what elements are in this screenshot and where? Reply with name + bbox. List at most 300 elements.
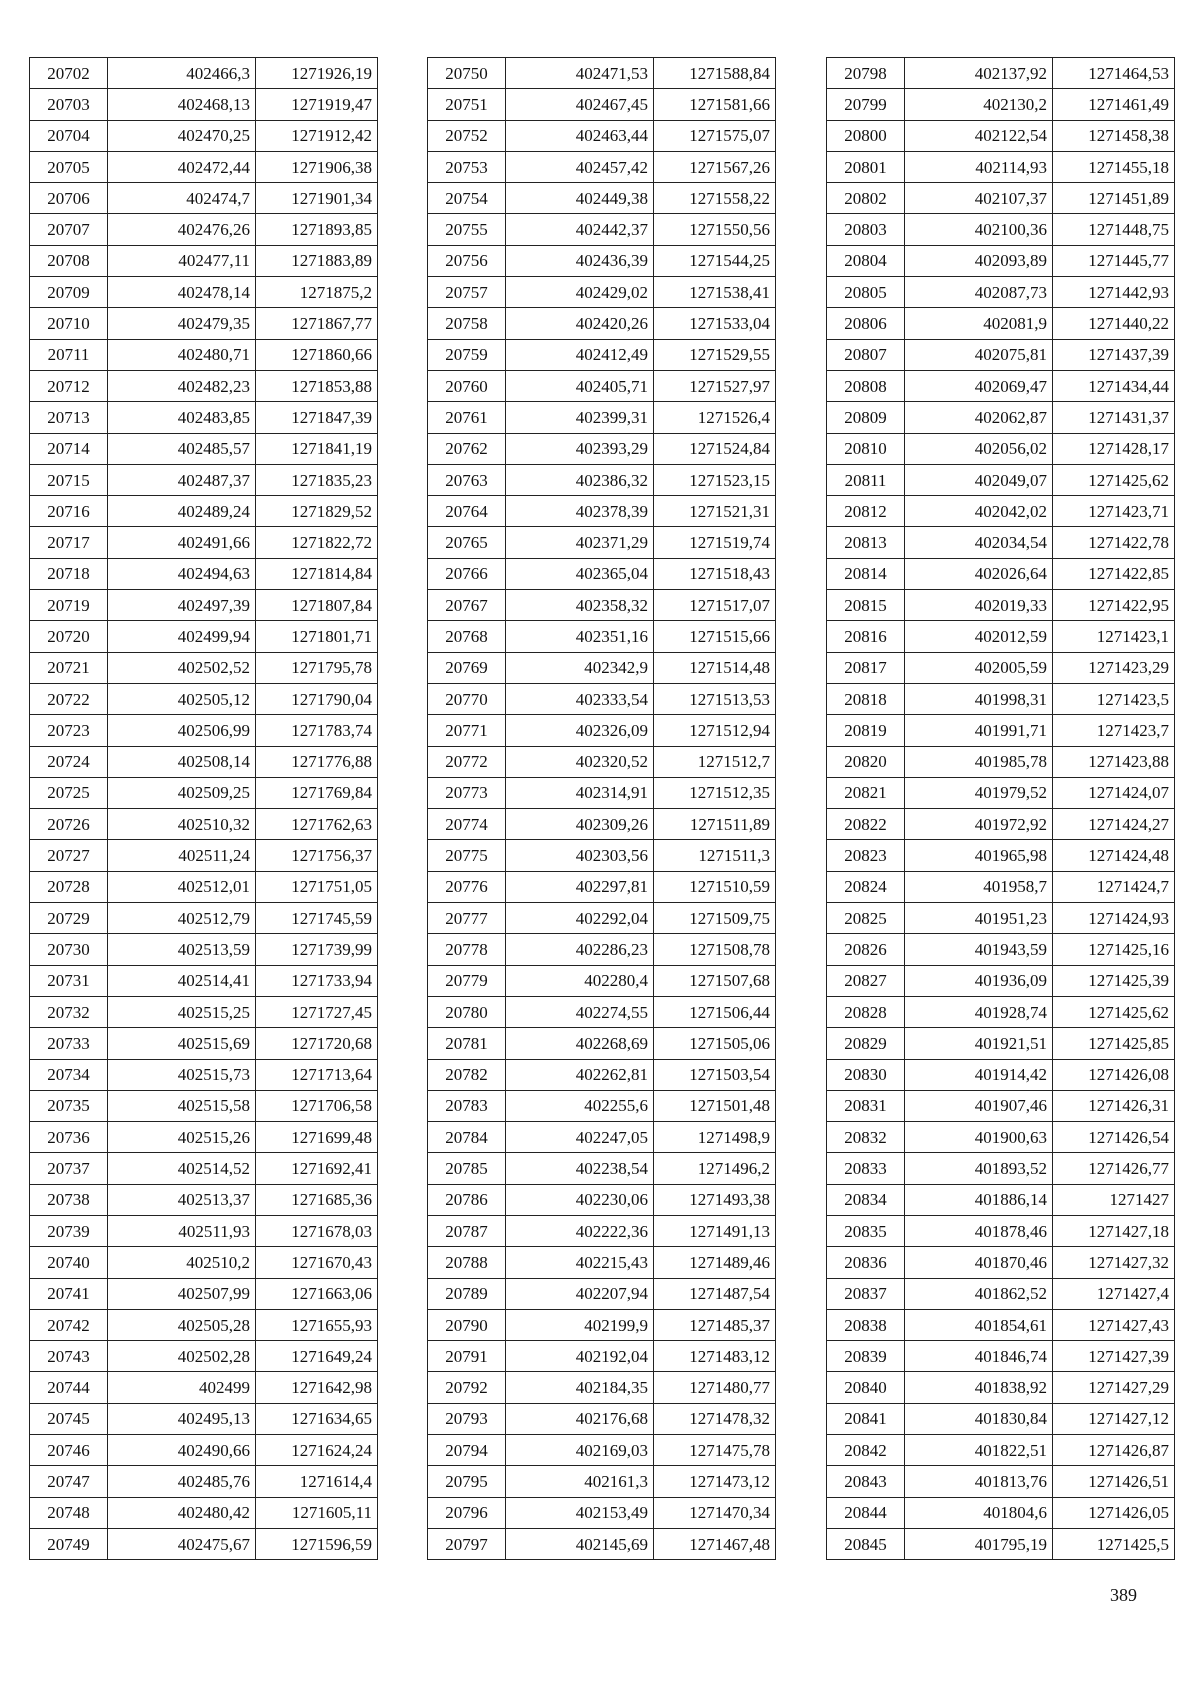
table-row [428, 183, 776, 214]
x-coordinate-cell: 401921,51 [905, 1028, 1053, 1059]
x-coordinate-cell: 402114,93 [905, 151, 1053, 182]
y-coordinate-cell: 1271655,93 [256, 1309, 378, 1340]
point-number-cell: 20787 [428, 1215, 506, 1246]
y-coordinate-cell: 1271428,17 [1053, 433, 1175, 464]
point-number-cell: 20751 [428, 89, 506, 120]
y-coordinate-cell: 1271527,97 [654, 370, 776, 401]
table-body [428, 58, 776, 1560]
x-coordinate-cell: 402238,54 [506, 1153, 654, 1184]
point-number-cell: 20803 [827, 214, 905, 245]
x-coordinate-cell: 402309,26 [506, 809, 654, 840]
x-coordinate-cell: 402130,2 [905, 89, 1053, 120]
table-row [428, 715, 776, 746]
x-coordinate-cell: 402480,42 [108, 1497, 256, 1528]
y-coordinate-cell: 1271423,1 [1053, 621, 1175, 652]
point-number-cell: 20832 [827, 1122, 905, 1153]
point-number-cell: 20738 [30, 1184, 108, 1215]
point-number-cell: 20722 [30, 683, 108, 714]
table-row [428, 652, 776, 683]
point-number-cell: 20714 [30, 433, 108, 464]
table-row [827, 652, 1175, 683]
y-coordinate-cell: 1271503,54 [654, 1059, 776, 1090]
point-number-cell: 20737 [30, 1153, 108, 1184]
y-coordinate-cell: 1271424,93 [1053, 903, 1175, 934]
table-row [30, 871, 378, 902]
x-coordinate-cell: 402292,04 [506, 903, 654, 934]
x-coordinate-cell: 402485,57 [108, 433, 256, 464]
table-row [827, 1372, 1175, 1403]
x-coordinate-cell: 402314,91 [506, 777, 654, 808]
point-number-cell: 20773 [428, 777, 506, 808]
table-row [30, 1528, 378, 1559]
point-number-cell: 20712 [30, 370, 108, 401]
x-coordinate-cell: 402476,26 [108, 214, 256, 245]
table-row [30, 527, 378, 558]
point-number-cell: 20844 [827, 1497, 905, 1528]
point-number-cell: 20754 [428, 183, 506, 214]
table-row [428, 1341, 776, 1372]
table-row [428, 1153, 776, 1184]
point-number-cell: 20736 [30, 1122, 108, 1153]
x-coordinate-cell: 401795,19 [905, 1528, 1053, 1559]
y-coordinate-cell: 1271822,72 [256, 527, 378, 558]
y-coordinate-cell: 1271427,18 [1053, 1215, 1175, 1246]
table-row [30, 715, 378, 746]
point-number-cell: 20815 [827, 590, 905, 621]
table-row [827, 746, 1175, 777]
table-row [30, 120, 378, 151]
point-number-cell: 20819 [827, 715, 905, 746]
y-coordinate-cell: 1271713,64 [256, 1059, 378, 1090]
table-row [827, 120, 1175, 151]
table-row [428, 683, 776, 714]
point-number-cell: 20731 [30, 965, 108, 996]
y-coordinate-cell: 1271841,19 [256, 433, 378, 464]
x-coordinate-cell: 401936,09 [905, 965, 1053, 996]
point-number-cell: 20734 [30, 1059, 108, 1090]
table-row [428, 89, 776, 120]
point-number-cell: 20817 [827, 652, 905, 683]
point-number-cell: 20816 [827, 621, 905, 652]
table-row [30, 1466, 378, 1497]
point-number-cell: 20723 [30, 715, 108, 746]
point-number-cell: 20818 [827, 683, 905, 714]
x-coordinate-cell: 402137,92 [905, 58, 1053, 89]
y-coordinate-cell: 1271515,66 [654, 621, 776, 652]
point-number-cell: 20798 [827, 58, 905, 89]
x-coordinate-cell: 402482,23 [108, 370, 256, 401]
point-number-cell: 20719 [30, 590, 108, 621]
x-coordinate-cell: 402449,38 [506, 183, 654, 214]
y-coordinate-cell: 1271901,34 [256, 183, 378, 214]
point-number-cell: 20713 [30, 402, 108, 433]
y-coordinate-cell: 1271512,94 [654, 715, 776, 746]
table-row [428, 120, 776, 151]
table-row [428, 433, 776, 464]
point-number-cell: 20770 [428, 683, 506, 714]
table-row [30, 1122, 378, 1153]
table-row [827, 277, 1175, 308]
point-number-cell: 20843 [827, 1466, 905, 1497]
x-coordinate-cell: 402062,87 [905, 402, 1053, 433]
y-coordinate-cell: 1271529,55 [654, 339, 776, 370]
x-coordinate-cell: 402505,28 [108, 1309, 256, 1340]
table-row [827, 871, 1175, 902]
y-coordinate-cell: 1271448,75 [1053, 214, 1175, 245]
table-row [827, 1122, 1175, 1153]
point-number-cell: 20827 [827, 965, 905, 996]
table-row [428, 809, 776, 840]
table-row [827, 996, 1175, 1027]
x-coordinate-cell: 402153,49 [506, 1497, 654, 1528]
table-row [827, 558, 1175, 589]
x-coordinate-cell: 401979,52 [905, 777, 1053, 808]
y-coordinate-cell: 1271424,48 [1053, 840, 1175, 871]
y-coordinate-cell: 1271875,2 [256, 277, 378, 308]
x-coordinate-cell: 402320,52 [506, 746, 654, 777]
point-number-cell: 20763 [428, 464, 506, 495]
table-row [30, 89, 378, 120]
y-coordinate-cell: 1271790,04 [256, 683, 378, 714]
point-number-cell: 20821 [827, 777, 905, 808]
y-coordinate-cell: 1271425,62 [1053, 996, 1175, 1027]
y-coordinate-cell: 1271427,39 [1053, 1341, 1175, 1372]
table-row [428, 965, 776, 996]
y-coordinate-cell: 1271437,39 [1053, 339, 1175, 370]
table-row [30, 496, 378, 527]
y-coordinate-cell: 1271423,7 [1053, 715, 1175, 746]
point-number-cell: 20757 [428, 277, 506, 308]
table-row [428, 1435, 776, 1466]
point-number-cell: 20766 [428, 558, 506, 589]
x-coordinate-cell: 402515,69 [108, 1028, 256, 1059]
coordinate-table-2 [427, 57, 776, 1560]
y-coordinate-cell: 1271533,04 [654, 308, 776, 339]
y-coordinate-cell: 1271424,7 [1053, 871, 1175, 902]
x-coordinate-cell: 402087,73 [905, 277, 1053, 308]
table-row [827, 903, 1175, 934]
x-coordinate-cell: 402475,67 [108, 1528, 256, 1559]
point-number-cell: 20718 [30, 558, 108, 589]
point-number-cell: 20749 [30, 1528, 108, 1559]
x-coordinate-cell: 402502,28 [108, 1341, 256, 1372]
y-coordinate-cell: 1271427,4 [1053, 1278, 1175, 1309]
table-row [827, 809, 1175, 840]
x-coordinate-cell: 402470,25 [108, 120, 256, 151]
point-number-cell: 20707 [30, 214, 108, 245]
y-coordinate-cell: 1271423,5 [1053, 683, 1175, 714]
table-row [827, 777, 1175, 808]
point-number-cell: 20823 [827, 840, 905, 871]
y-coordinate-cell: 1271893,85 [256, 214, 378, 245]
y-coordinate-cell: 1271692,41 [256, 1153, 378, 1184]
point-number-cell: 20742 [30, 1309, 108, 1340]
y-coordinate-cell: 1271524,84 [654, 433, 776, 464]
table-row [30, 621, 378, 652]
x-coordinate-cell: 402478,14 [108, 277, 256, 308]
x-coordinate-cell: 402495,13 [108, 1403, 256, 1434]
point-number-cell: 20720 [30, 621, 108, 652]
x-coordinate-cell: 402386,32 [506, 464, 654, 495]
table-row [827, 1247, 1175, 1278]
y-coordinate-cell: 1271514,48 [654, 652, 776, 683]
table-row [30, 402, 378, 433]
table-row [428, 558, 776, 589]
y-coordinate-cell: 1271425,16 [1053, 934, 1175, 965]
point-number-cell: 20771 [428, 715, 506, 746]
table-row [428, 1372, 776, 1403]
point-number-cell: 20752 [428, 120, 506, 151]
x-coordinate-cell: 402487,37 [108, 464, 256, 495]
table-row [428, 151, 776, 182]
table-row [30, 1497, 378, 1528]
table-row [428, 1528, 776, 1559]
table-row [827, 1466, 1175, 1497]
y-coordinate-cell: 1271470,34 [654, 1497, 776, 1528]
y-coordinate-cell: 1271507,68 [654, 965, 776, 996]
point-number-cell: 20826 [827, 934, 905, 965]
y-coordinate-cell: 1271801,71 [256, 621, 378, 652]
table-row [827, 1278, 1175, 1309]
table-row [428, 1466, 776, 1497]
x-coordinate-cell: 401893,52 [905, 1153, 1053, 1184]
coordinate-table-1 [29, 57, 378, 1560]
point-number-cell: 20797 [428, 1528, 506, 1559]
x-coordinate-cell: 402510,32 [108, 809, 256, 840]
table-row [30, 370, 378, 401]
x-coordinate-cell: 402026,64 [905, 558, 1053, 589]
y-coordinate-cell: 1271642,98 [256, 1372, 378, 1403]
x-coordinate-cell: 402222,36 [506, 1215, 654, 1246]
y-coordinate-cell: 1271455,18 [1053, 151, 1175, 182]
y-coordinate-cell: 1271670,43 [256, 1247, 378, 1278]
y-coordinate-cell: 1271588,84 [654, 58, 776, 89]
point-number-cell: 20808 [827, 370, 905, 401]
table-row [827, 1059, 1175, 1090]
y-coordinate-cell: 1271458,38 [1053, 120, 1175, 151]
point-number-cell: 20801 [827, 151, 905, 182]
x-coordinate-cell: 401965,98 [905, 840, 1053, 871]
point-number-cell: 20725 [30, 777, 108, 808]
y-coordinate-cell: 1271678,03 [256, 1215, 378, 1246]
y-coordinate-cell: 1271733,94 [256, 965, 378, 996]
x-coordinate-cell: 402471,53 [506, 58, 654, 89]
y-coordinate-cell: 1271473,12 [654, 1466, 776, 1497]
table-row [30, 214, 378, 245]
table-row [30, 1309, 378, 1340]
point-number-cell: 20828 [827, 996, 905, 1027]
x-coordinate-cell: 402019,33 [905, 590, 1053, 621]
table-row [428, 746, 776, 777]
table-row [30, 339, 378, 370]
point-number-cell: 20760 [428, 370, 506, 401]
table-row [428, 903, 776, 934]
y-coordinate-cell: 1271512,7 [654, 746, 776, 777]
table-row [428, 245, 776, 276]
x-coordinate-cell: 402505,12 [108, 683, 256, 714]
point-number-cell: 20810 [827, 433, 905, 464]
table-row [827, 89, 1175, 120]
y-coordinate-cell: 1271783,74 [256, 715, 378, 746]
x-coordinate-cell: 402429,02 [506, 277, 654, 308]
x-coordinate-cell: 402502,52 [108, 652, 256, 683]
point-number-cell: 20802 [827, 183, 905, 214]
table-row [827, 1403, 1175, 1434]
y-coordinate-cell: 1271776,88 [256, 746, 378, 777]
table-row [428, 1090, 776, 1121]
x-coordinate-cell: 402490,66 [108, 1435, 256, 1466]
table-row [428, 214, 776, 245]
point-number-cell: 20772 [428, 746, 506, 777]
y-coordinate-cell: 1271519,74 [654, 527, 776, 558]
y-coordinate-cell: 1271745,59 [256, 903, 378, 934]
y-coordinate-cell: 1271491,13 [654, 1215, 776, 1246]
table-row [428, 1278, 776, 1309]
point-number-cell: 20820 [827, 746, 905, 777]
y-coordinate-cell: 1271581,66 [654, 89, 776, 120]
y-coordinate-cell: 1271769,84 [256, 777, 378, 808]
y-coordinate-cell: 1271605,11 [256, 1497, 378, 1528]
x-coordinate-cell: 402497,39 [108, 590, 256, 621]
table-row [30, 1341, 378, 1372]
table-row [827, 183, 1175, 214]
x-coordinate-cell: 402358,32 [506, 590, 654, 621]
x-coordinate-cell: 402042,02 [905, 496, 1053, 527]
point-number-cell: 20721 [30, 652, 108, 683]
table-body [827, 58, 1175, 1560]
y-coordinate-cell: 1271510,59 [654, 871, 776, 902]
point-number-cell: 20804 [827, 245, 905, 276]
x-coordinate-cell: 401985,78 [905, 746, 1053, 777]
point-number-cell: 20755 [428, 214, 506, 245]
point-number-cell: 20726 [30, 809, 108, 840]
x-coordinate-cell: 402161,3 [506, 1466, 654, 1497]
y-coordinate-cell: 1271425,5 [1053, 1528, 1175, 1559]
table-row [428, 934, 776, 965]
x-coordinate-cell: 402274,55 [506, 996, 654, 1027]
y-coordinate-cell: 1271511,89 [654, 809, 776, 840]
table-row [827, 1341, 1175, 1372]
table-row [428, 1215, 776, 1246]
x-coordinate-cell: 402399,31 [506, 402, 654, 433]
x-coordinate-cell: 402511,24 [108, 840, 256, 871]
y-coordinate-cell: 1271422,95 [1053, 590, 1175, 621]
table-row [30, 1278, 378, 1309]
x-coordinate-cell: 402297,81 [506, 871, 654, 902]
point-number-cell: 20703 [30, 89, 108, 120]
table-row [428, 1028, 776, 1059]
table-row [428, 1059, 776, 1090]
y-coordinate-cell: 1271649,24 [256, 1341, 378, 1372]
x-coordinate-cell: 402512,79 [108, 903, 256, 934]
y-coordinate-cell: 1271814,84 [256, 558, 378, 589]
y-coordinate-cell: 1271883,89 [256, 245, 378, 276]
table-row [827, 245, 1175, 276]
table-row [30, 1028, 378, 1059]
table-row [30, 1435, 378, 1466]
x-coordinate-cell: 402247,05 [506, 1122, 654, 1153]
x-coordinate-cell: 402420,26 [506, 308, 654, 339]
x-coordinate-cell: 402378,39 [506, 496, 654, 527]
point-number-cell: 20840 [827, 1372, 905, 1403]
x-coordinate-cell: 401928,74 [905, 996, 1053, 1027]
x-coordinate-cell: 401846,74 [905, 1341, 1053, 1372]
page-number: 389 [1110, 1585, 1137, 1605]
table-row [30, 1184, 378, 1215]
y-coordinate-cell: 1271431,37 [1053, 402, 1175, 433]
y-coordinate-cell: 1271422,78 [1053, 527, 1175, 558]
x-coordinate-cell: 402479,35 [108, 308, 256, 339]
point-number-cell: 20753 [428, 151, 506, 182]
table-row [428, 1497, 776, 1528]
y-coordinate-cell: 1271751,05 [256, 871, 378, 902]
point-number-cell: 20706 [30, 183, 108, 214]
y-coordinate-cell: 1271423,71 [1053, 496, 1175, 527]
y-coordinate-cell: 1271426,51 [1053, 1466, 1175, 1497]
y-coordinate-cell: 1271756,37 [256, 840, 378, 871]
x-coordinate-cell: 401813,76 [905, 1466, 1053, 1497]
x-coordinate-cell: 401854,61 [905, 1309, 1053, 1340]
y-coordinate-cell: 1271483,12 [654, 1341, 776, 1372]
table-row [827, 1184, 1175, 1215]
table-row [30, 151, 378, 182]
point-number-cell: 20775 [428, 840, 506, 871]
y-coordinate-cell: 1271663,06 [256, 1278, 378, 1309]
table-row [827, 683, 1175, 714]
point-number-cell: 20761 [428, 402, 506, 433]
x-coordinate-cell: 402093,89 [905, 245, 1053, 276]
x-coordinate-cell: 402508,14 [108, 746, 256, 777]
point-number-cell: 20744 [30, 1372, 108, 1403]
y-coordinate-cell: 1271425,85 [1053, 1028, 1175, 1059]
y-coordinate-cell: 1271512,35 [654, 777, 776, 808]
point-number-cell: 20786 [428, 1184, 506, 1215]
y-coordinate-cell: 1271567,26 [654, 151, 776, 182]
y-coordinate-cell: 1271427 [1053, 1184, 1175, 1215]
point-number-cell: 20709 [30, 277, 108, 308]
table-row [827, 1497, 1175, 1528]
y-coordinate-cell: 1271464,53 [1053, 58, 1175, 89]
point-number-cell: 20795 [428, 1466, 506, 1497]
point-number-cell: 20824 [827, 871, 905, 902]
point-number-cell: 20784 [428, 1122, 506, 1153]
y-coordinate-cell: 1271795,78 [256, 652, 378, 683]
y-coordinate-cell: 1271829,52 [256, 496, 378, 527]
table-row [30, 308, 378, 339]
x-coordinate-cell: 402515,73 [108, 1059, 256, 1090]
y-coordinate-cell: 1271727,45 [256, 996, 378, 1027]
point-number-cell: 20842 [827, 1435, 905, 1466]
x-coordinate-cell: 402192,04 [506, 1341, 654, 1372]
table-row [30, 1153, 378, 1184]
x-coordinate-cell: 401870,46 [905, 1247, 1053, 1278]
table-row [30, 934, 378, 965]
table-row [827, 464, 1175, 495]
y-coordinate-cell: 1271517,07 [654, 590, 776, 621]
point-number-cell: 20756 [428, 245, 506, 276]
point-number-cell: 20841 [827, 1403, 905, 1434]
x-coordinate-cell: 402412,49 [506, 339, 654, 370]
point-number-cell: 20829 [827, 1028, 905, 1059]
y-coordinate-cell: 1271445,77 [1053, 245, 1175, 276]
x-coordinate-cell: 402485,76 [108, 1466, 256, 1497]
y-coordinate-cell: 1271807,84 [256, 590, 378, 621]
point-number-cell: 20790 [428, 1309, 506, 1340]
x-coordinate-cell: 401862,52 [905, 1278, 1053, 1309]
x-coordinate-cell: 402477,11 [108, 245, 256, 276]
point-number-cell: 20764 [428, 496, 506, 527]
point-number-cell: 20838 [827, 1309, 905, 1340]
